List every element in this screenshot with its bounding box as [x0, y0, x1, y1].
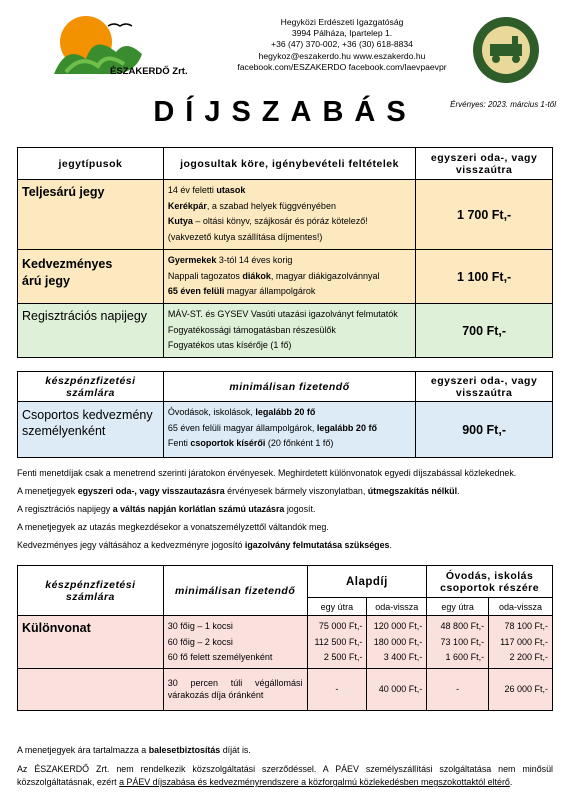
price-value: 1 600 Ft,-	[445, 652, 485, 662]
ticket-type: Regisztrációs napijegy	[22, 309, 148, 323]
condition-line: MÁV-ST. és GYSEV Vasúti utazási igazolványt felmutatók	[167, 309, 398, 319]
special-train-table	[17, 565, 553, 711]
column-header: minimálisan fizetendő	[163, 372, 415, 402]
subheader: egy útra	[427, 598, 489, 616]
note-line: A regisztrációs napijegy a váltás napján korlátlan számú utazásra jogosít.	[17, 504, 316, 514]
subheader: oda-vissza	[367, 598, 427, 616]
header	[0, 0, 570, 96]
price-value: 26 000 Ft,-	[489, 668, 553, 710]
price-value: 180 000 Ft,-	[373, 636, 423, 647]
ticket-price: 700 Ft,-	[416, 304, 553, 358]
table-row	[18, 616, 553, 669]
table-row	[18, 668, 553, 710]
row-label: 60 főig – 2 kocsi	[167, 636, 233, 647]
ticket-price: 1 100 Ft,-	[416, 250, 553, 304]
page-title: DÍJSZABÁS	[153, 96, 417, 128]
price-value: 75 000 Ft,-	[318, 621, 363, 631]
validity-note: Érvényes: 2023. március 1-től	[450, 100, 556, 109]
price-value: 120 000 Ft,-	[373, 621, 423, 631]
price-value: 40 000 Ft,-	[367, 668, 427, 710]
row-label: 60 fő felett személyenként	[167, 652, 273, 662]
ticket-type: árú jegy	[22, 274, 70, 288]
condition-line: (vakvezető kutya szállítása díjmentes!)	[167, 231, 323, 242]
table-row	[18, 180, 553, 250]
price-value: 3 400 Ft,-	[383, 652, 423, 662]
ticket-price: 900 Ft,-	[416, 402, 553, 458]
condition-line: Nappali tagozatos diákok, magyar diákigazolvánnyal	[167, 270, 380, 281]
company-name: ÉSZAKERDŐ Zrt.	[110, 66, 188, 77]
condition-line: 65 éven felüli magyar állampolgárok	[167, 286, 316, 296]
contact-line: Hegyközi Erdészeti Igazgatóság	[280, 17, 404, 27]
column-header: készpénzfizetési számlára	[18, 566, 164, 616]
table-row	[18, 304, 553, 358]
table-row	[18, 402, 553, 458]
ticket-type: Teljesárú jegy	[22, 185, 105, 199]
price-value: -	[307, 668, 367, 710]
ticket-type: Kedvezményes	[22, 257, 113, 271]
contact-block	[212, 17, 472, 73]
contact-line: hegykoz@eszakerdo.hu www.eszakerdo.hu	[258, 50, 426, 61]
contact-line: facebook.com/ESZAKERDO facebook.com/laevpaevpr	[237, 61, 447, 72]
condition-line: Kerékpár, a szabad helyek függvényében	[167, 200, 336, 211]
price-value: 2 200 Ft,-	[509, 652, 548, 662]
group-table	[17, 371, 553, 458]
footer	[17, 744, 553, 789]
column-header: egyszeri oda-, vagy visszaútra	[416, 372, 553, 402]
table-row	[18, 250, 553, 304]
note-line: Fenti menetdíjak csak a menetrend szerinti járatokon érvényesek. Meghirdetett különvonatok egyedi díjszabással közlekednek.	[17, 468, 517, 478]
ticket-table	[17, 147, 553, 358]
column-header: Óvodás, iskolás csoportok részére	[427, 566, 553, 598]
column-header: Alapdíj	[307, 566, 427, 598]
column-header: egyszeri oda-, vagy visszaútra	[416, 148, 553, 180]
contact-line: +36 (47) 370-002, +36 (30) 618-8834	[271, 39, 413, 50]
price-value: 73 100 Ft,-	[440, 636, 485, 647]
row-label: 30 főig – 1 kocsi	[167, 621, 233, 631]
ticket-price: 1 700 Ft,-	[416, 180, 553, 250]
price-value: 2 500 Ft,-	[323, 652, 363, 662]
footer-line: A menetjegyek ára tartalmazza a balesetbiztosítás díját is.	[17, 745, 251, 755]
note-line: Kedvezményes jegy váltásához a kedvezményre jogosító igazolvány felmutatása szükséges.	[17, 540, 392, 550]
price-value: 48 800 Ft,-	[440, 621, 485, 631]
column-header: jogosultak köre, igénybevételi feltételek	[163, 148, 415, 180]
condition-line: Fenti csoportok kísérői (20 főnként 1 fő)	[167, 438, 334, 448]
note-line: A menetjegyek egyszeri oda-, vagy visszautazásra érvényesek bármely viszonylatban, útmegszakítás nélkül.	[17, 486, 460, 496]
ticket-type: személyenként	[22, 424, 106, 438]
notes	[17, 464, 557, 554]
railway-seal-logo	[472, 16, 540, 84]
column-header: jegytípusok	[18, 148, 164, 180]
condition-line: Fogyatékos utas kísérője (1 fő)	[167, 340, 292, 350]
footer-line: Az ÉSZAKERDŐ Zrt. nem rendelkezik közszolgáltatási szerződéssel. A PÁEV személyszállítási szolgáltatása nem minősül közszolgáltatásnak, ezért a PÁEV díjszabása és kedvezményrendszere a közforgalmú közlekedésben megszokottaktól eltérő.	[17, 764, 553, 787]
note-line: A menetjegyek az utazás megkezdésekor a vonatszemélyzettől váltandók meg.	[17, 522, 329, 532]
column-header: készpénzfizetési számlára	[18, 372, 164, 402]
price-value: 112 500 Ft,-	[314, 636, 363, 647]
price-value: 78 100 Ft,-	[504, 621, 548, 631]
ticket-type: Különvonat	[18, 616, 164, 669]
column-header: minimálisan fizetendő	[163, 566, 307, 616]
price-value: 117 000 Ft,-	[500, 636, 548, 647]
price-value: -	[427, 668, 489, 710]
condition-line: 65 éven felüli magyar állampolgárok, legalább 20 fő	[167, 422, 377, 433]
condition-line: 14 év feletti utasok	[167, 185, 246, 195]
subheader: egy útra	[307, 598, 367, 616]
contact-line: 3994 Pálháza, Ipartelep 1.	[291, 28, 393, 39]
subheader: oda-vissza	[489, 598, 553, 616]
condition-line: Óvodások, iskolások, legalább 20 fő	[167, 407, 316, 417]
condition-line: Kutya – oltási könyv, szájkosár és póráz kötelező!	[167, 216, 368, 226]
row-label: 30 percen túli végállomási várakozás díja óránként	[163, 668, 307, 710]
condition-line: Gyermekek 3-tól 14 éves korig	[167, 255, 293, 265]
ticket-type: Csoportos kedvezmény	[22, 408, 153, 422]
condition-line: Fogyatékossági támogatásban részesülők	[167, 324, 336, 335]
